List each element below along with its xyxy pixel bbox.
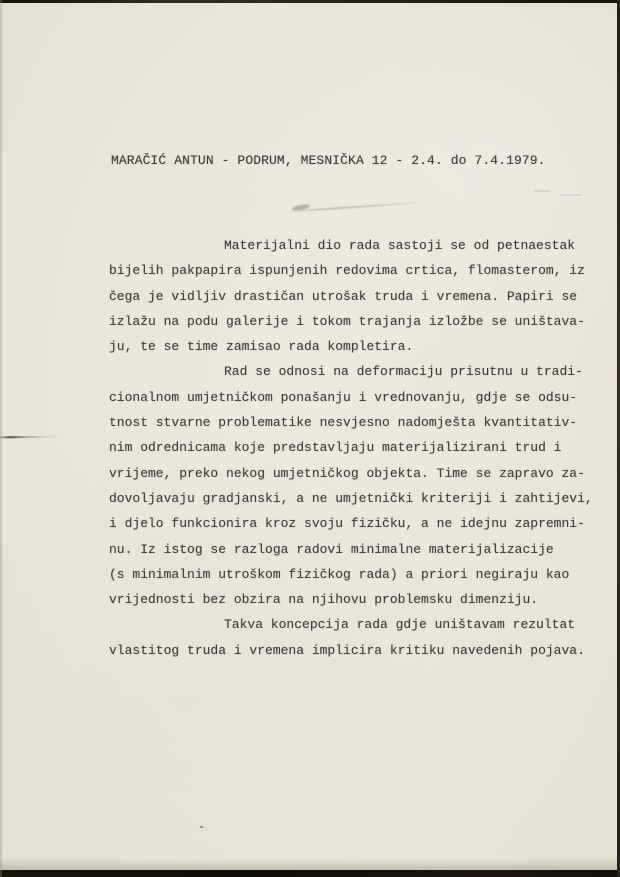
scan-edge-top: [0, 0, 620, 3]
text-line: bijelih pakpapira ispunjenih redovima crtica, flomasterom, iz: [109, 263, 585, 279]
ink-ghost-dash: [560, 194, 582, 196]
scan-edge-left: [0, 0, 2, 877]
text-line: vrijednosti bez obzira na njihovu problemsku dimenziju.: [109, 592, 539, 608]
document-title: MARAČIĆ ANTUN - PODRUM, MESNIČKA 12 - 2.4. do 7.4.1979.: [111, 153, 546, 168]
text-line: vrijeme, preko nekog umjetničkog objekta. Time se zapravo za-: [109, 465, 585, 481]
pencil-smudge-mark: [284, 192, 426, 216]
text-line: tnost stvarne problematike nesvjesno nadomješta kvantitativ-: [109, 415, 578, 431]
text-line: nim odrednicama koje predstavljaju materijalizirani trud i: [109, 440, 562, 456]
ink-ghost-dash: [534, 190, 550, 192]
scan-shadow-bottom: [0, 858, 620, 870]
text-line: Rad se odnosi na deformaciju prisutnu u tradi-: [224, 364, 583, 380]
scan-edge-bottom: [0, 870, 620, 877]
text-line: Materijalni dio rada sastoji se od petnaestak: [224, 238, 576, 253]
text-line: cionalnom umjetničkom ponašanju i vrednovanju, gdje se odsu-: [109, 389, 578, 405]
text-line: (s minimalnim utroškom fizičkog rada) a priori negiraju kao: [109, 566, 570, 582]
text-line: i djelo funkcionira kroz svoju fizičku, a ne idejnu zapremni-: [109, 516, 585, 532]
text-line: dovoljavaju gradjanski, a ne umjetnički kriteriji i zahtijevi,: [109, 490, 593, 506]
text-line: izlažu na podu galerije i tokom trajanja izložbe se uništava-: [109, 313, 585, 329]
paper-fold-crease: [0, 436, 62, 439]
document-body-text: [109, 233, 611, 663]
text-line: čega je vidljiv drastičan utrošak truda i vremena. Papiri se: [109, 288, 578, 304]
text-line: Takva koncepcija rada gdje uništavam rezultat: [224, 617, 576, 633]
text-line: nu. Iz istog se razloga radovi minimalne materijalizacije: [109, 541, 554, 557]
text-line: ju, te se time zamisao rada kompletira.: [109, 339, 414, 355]
paper-speck: [200, 826, 203, 828]
text-line: vlastitog truda i vremena implicira kritiku navedenih pojava.: [109, 642, 585, 658]
ink-ghost-marks: [534, 187, 594, 201]
